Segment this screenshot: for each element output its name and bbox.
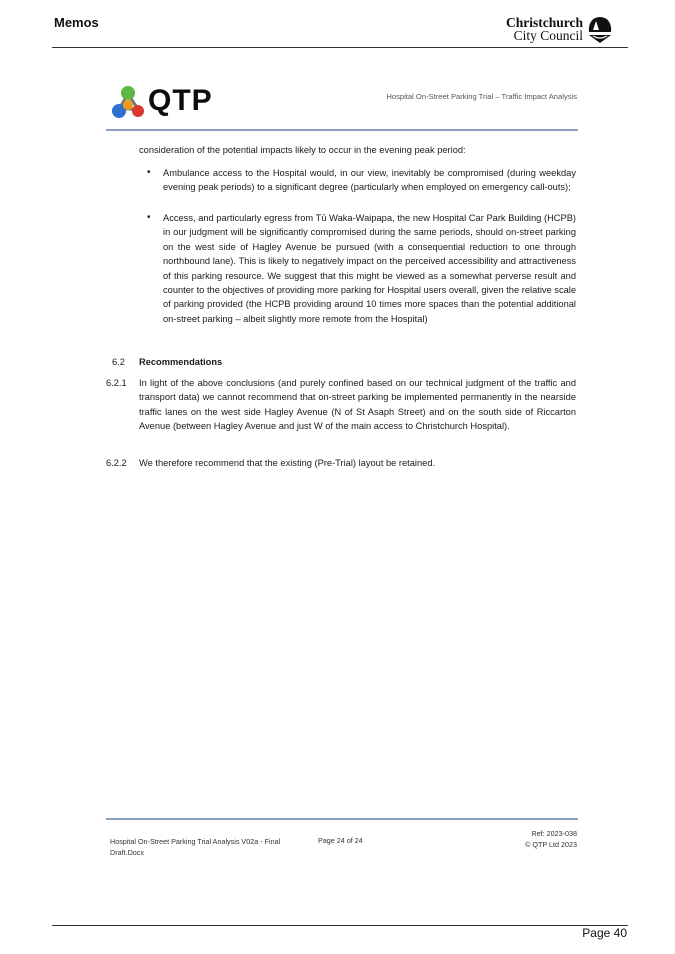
report-footer-rule <box>106 818 578 820</box>
bullet-marker: • <box>147 167 151 178</box>
council-name-line2: City Council <box>513 28 583 43</box>
footer-ref-number: Ref: 2023-038 <box>531 829 577 838</box>
paragraph-number-6-2-1: 6.2.1 <box>106 378 127 388</box>
footer-page-count: Page 24 of 24 <box>318 836 363 845</box>
footer-document-name: Hospital On-Street Parking Trial Analysis V02a - Final Draft.Docx <box>110 837 281 857</box>
bullet-hcpb-access: Access, and particularly egress from Tū Waka-Waipapa, the new Hospital Car Park Building (HCPB) in our judgment will be significantly compromised during the same periods, should on-street parking on the west side of Hagley Avenue be pursued (with a consequential reduction to one through northbound lane). This is likely to negatively impact on the perceived accessibility and attractiveness of this parking resource. We suggest that this might be viewed as a somewhat perverse result and counter to the objectives of providing more parking for Hospital users overall, given the relative scale of parking provided (the HCPB providing around 10 times more spaces than the potential additional on-street parking – albeit slightly more remote from the Hospital) <box>163 213 576 324</box>
intro-paragraph: consideration of the potential impacts likely to occur in the evening peak period: <box>139 145 466 155</box>
bullet-ambulance-access: Ambulance access to the Hospital would, in our view, inevitably be compromised (during weekday evening peak periods) to a significant degree (particularly when employed on emergency call-outs); <box>163 168 576 193</box>
report-header-title: Hospital On-Street Parking Trial – Traffic Impact Analysis <box>386 92 577 101</box>
paragraph-number-6-2-2: 6.2.2 <box>106 458 127 468</box>
council-emblem-icon <box>587 16 613 44</box>
bullet-marker: • <box>147 212 151 223</box>
qtp-logo <box>110 82 240 124</box>
footer-copyright: © QTP Ltd 2023 <box>525 840 577 849</box>
council-logo <box>506 16 613 42</box>
paragraph-6-2-1: In light of the above conclusions (and purely confined based on our technical judgment of the traffic and transport data) we cannot recommend that on-street parking be implemented permanently in the nearside traffic lanes on the west side Hagley Avenue (N of St Asaph Street) and on the south side of Riccarton Avenue (between Hagley Avenue and just W of the main access to Christchurch Hospital). <box>139 378 576 432</box>
report-header-rule <box>106 129 578 131</box>
memo-section-label: Memos <box>54 15 99 30</box>
paragraph-6-2-2: We therefore recommend that the existing (Pre-Trial) layout be retained. <box>139 458 436 468</box>
section-number: 6.2 <box>112 357 125 367</box>
council-name-line1: Christchurch <box>505 15 583 30</box>
qtp-logo-text: QTP <box>148 84 213 117</box>
footer-reference <box>525 828 577 850</box>
memo-header-rule <box>52 47 628 48</box>
section-title: Recommendations <box>139 357 223 367</box>
molecule-logo-icon <box>110 82 150 124</box>
page-number: Page 40 <box>582 926 627 940</box>
memo-footer-rule <box>52 925 628 926</box>
